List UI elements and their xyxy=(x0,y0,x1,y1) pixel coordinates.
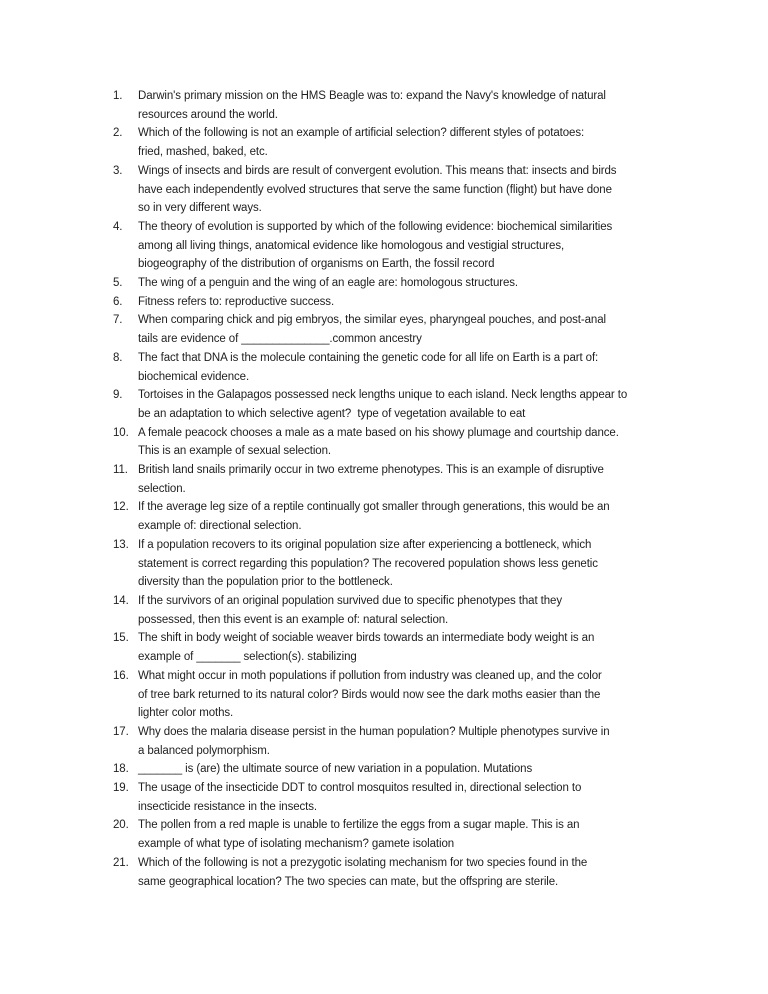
text-line: The wing of a penguin and the wing of an eagle are: homologous structures. xyxy=(138,277,519,290)
item-number: 9. xyxy=(113,389,123,402)
item-number: 7. xyxy=(113,314,123,327)
text-line: biogeography of the distribution of organisms on Earth, the fossil record xyxy=(138,258,495,271)
item-number: 18. xyxy=(113,763,129,776)
text-line: _______ is (are) the ultimate source of new variation in a population. Mutations xyxy=(138,763,533,776)
text-line: If the average leg size of a reptile continually got smaller through generations, this would be an xyxy=(138,501,610,514)
item-text xyxy=(138,779,713,816)
text-line: The pollen from a red maple is unable to fertilize the eggs from a sugar maple. This is an xyxy=(138,819,580,832)
text-line: What might occur in moth populations if pollution from industry was cleaned up, and the color xyxy=(138,669,602,682)
item-text xyxy=(138,311,713,348)
text-line: selection. xyxy=(138,482,186,495)
item-text xyxy=(138,629,713,666)
text-line: be an adaptation to which selective agent? type of vegetation available to eat xyxy=(138,407,526,420)
text-line: The fact that DNA is the molecule containing the genetic code for all life on Earth is a part of: xyxy=(138,351,599,364)
list-item xyxy=(113,536,713,592)
item-number: 19. xyxy=(113,782,129,795)
item-text xyxy=(138,723,713,760)
item-number: 17. xyxy=(113,725,129,738)
text-line: same geographical location? The two species can mate, but the offspring are sterile. xyxy=(138,875,559,888)
text-line: fried, mashed, baked, etc. xyxy=(138,146,268,159)
text-line: Which of the following is not an example of artificial selection? different styles of potatoes: xyxy=(138,127,585,140)
text-line: Fitness refers to: reproductive success. xyxy=(138,295,335,308)
item-number: 5. xyxy=(113,277,123,290)
list-item xyxy=(113,274,713,293)
list-item xyxy=(113,349,713,386)
item-text xyxy=(138,386,713,423)
text-line: among all living things, anatomical evidence like homologous and vestigial structures, xyxy=(138,239,565,252)
item-number: 10. xyxy=(113,426,129,439)
text-line: biochemical evidence. xyxy=(138,370,250,383)
item-number: 13. xyxy=(113,538,129,551)
list-item xyxy=(113,461,713,498)
list-item xyxy=(113,760,713,779)
text-line: British land snails primarily occur in two extreme phenotypes. This is an example of disruptive xyxy=(138,464,604,477)
text-line: Wings of insects and birds are result of convergent evolution. This means that: insects and birds xyxy=(138,164,617,177)
item-number: 20. xyxy=(113,819,129,832)
item-text xyxy=(138,349,713,386)
item-text xyxy=(138,124,713,161)
text-line: resources around the world. xyxy=(138,108,278,121)
list-item xyxy=(113,87,713,124)
list-item xyxy=(113,498,713,535)
item-number: 15. xyxy=(113,632,129,645)
list-item xyxy=(113,386,713,423)
text-line: Darwin's primary mission on the HMS Beagle was to: expand the Navy's knowledge of natural xyxy=(138,90,606,102)
item-text xyxy=(138,816,713,853)
text-line: a balanced polymorphism. xyxy=(138,744,270,757)
item-text xyxy=(138,592,713,629)
item-text xyxy=(138,424,713,461)
list-item xyxy=(113,854,713,891)
item-number: 12. xyxy=(113,501,129,514)
text-line: When comparing chick and pig embryos, the similar eyes, pharyngeal pouches, and post-anal xyxy=(138,314,606,327)
item-text xyxy=(138,498,713,535)
text-line: example of _______ selection(s). stabilizing xyxy=(138,651,357,664)
text-line: so in very different ways. xyxy=(138,202,262,215)
item-text xyxy=(138,274,713,293)
text-line: insecticide resistance in the insects. xyxy=(138,800,318,813)
item-text xyxy=(138,854,713,891)
text-line: The usage of the insecticide DDT to control mosquitos resulted in, directional selection to xyxy=(138,782,582,795)
text-line: example of what type of isolating mechanism? gamete isolation xyxy=(138,838,455,851)
list-item xyxy=(113,629,713,666)
item-number: 2. xyxy=(113,127,123,140)
text-line: If a population recovers to its original population size after experiencing a bottleneck, which xyxy=(138,538,592,551)
item-number: 14. xyxy=(113,594,129,607)
list-item xyxy=(113,424,713,461)
item-number: 8. xyxy=(113,351,123,364)
text-line: The theory of evolution is supported by which of the following evidence: biochemical similarities xyxy=(138,220,613,233)
list-item xyxy=(113,816,713,853)
text-line: of tree bark returned to its natural color? Birds would now see the dark moths easier than the xyxy=(138,688,601,701)
text-line: This is an example of sexual selection. xyxy=(138,445,331,458)
list-item xyxy=(113,779,713,816)
item-number: 4. xyxy=(113,220,123,233)
item-number: 3. xyxy=(113,164,123,177)
item-text xyxy=(138,162,713,218)
item-text xyxy=(138,293,713,312)
text-line: diversity than the population prior to the bottleneck. xyxy=(138,576,393,589)
list-item xyxy=(113,218,713,274)
item-number: 11. xyxy=(113,464,128,477)
text-line: lighter color moths. xyxy=(138,707,234,720)
list-item xyxy=(113,592,713,629)
item-text xyxy=(138,218,713,274)
question-list xyxy=(113,87,713,891)
text-line: possessed, then this event is an example of: natural selection. xyxy=(138,613,449,626)
text-line: The shift in body weight of sociable weaver birds towards an intermediate body weight is an xyxy=(138,632,595,645)
list-item xyxy=(113,162,713,218)
item-number: 6. xyxy=(113,295,123,308)
text-line: statement is correct regarding this population? The recovered population shows less genetic xyxy=(138,557,598,570)
list-item xyxy=(113,311,713,348)
list-item xyxy=(113,124,713,161)
item-text xyxy=(138,760,713,779)
item-text xyxy=(138,536,713,592)
item-text xyxy=(138,667,713,723)
list-item xyxy=(113,293,713,312)
list-item xyxy=(113,723,713,760)
item-text xyxy=(138,87,713,124)
text-line: If the survivors of an original population survived due to specific phenotypes that they xyxy=(138,594,562,607)
list-item xyxy=(113,667,713,723)
text-line: Tortoises in the Galapagos possessed neck lengths unique to each island. Neck lengths appear to xyxy=(138,389,628,402)
item-number: 16. xyxy=(113,669,129,682)
item-number: 21. xyxy=(113,856,129,869)
item-number: 1. xyxy=(113,90,123,102)
text-line: A female peacock chooses a male as a mate based on his showy plumage and courtship dance. xyxy=(138,426,619,439)
text-line: Why does the malaria disease persist in the human population? Multiple phenotypes survive in xyxy=(138,725,610,738)
text-line: example of: directional selection. xyxy=(138,520,302,533)
item-text xyxy=(138,461,713,498)
text-line: tails are evidence of ______________.common ancestry xyxy=(138,333,422,346)
text-line: have each independently evolved structures that serve the same function (flight) but have done xyxy=(138,183,612,196)
text-line: Which of the following is not a prezygotic isolating mechanism for two species found in the xyxy=(138,856,588,869)
